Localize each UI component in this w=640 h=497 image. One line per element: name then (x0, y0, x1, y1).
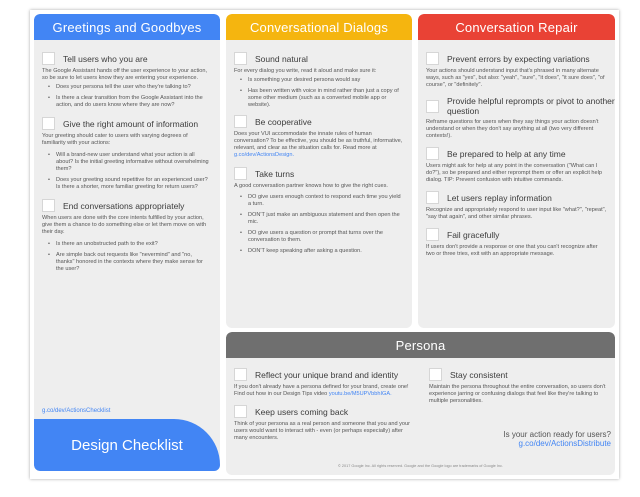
item-body (226, 131, 412, 159)
checkbox[interactable] (426, 191, 439, 204)
item-title: Give the right amount of information (63, 118, 199, 129)
checkbox[interactable] (42, 199, 55, 212)
item-body: A good conversation partner knows how to give the right cues. (234, 183, 388, 189)
bullet-item: • Is there an unobstructed path to the exit? (48, 241, 210, 248)
checkbox[interactable] (42, 52, 55, 65)
item-body: Think of your persona as a real person and someone that you and your users would want to interact with - even (or perhaps especially) after many encounters. (234, 421, 411, 441)
bullet-item: • Does your greeting sound repetitive for an experienced user? Is there a shorter, more familiar greeting for return users? (48, 177, 210, 191)
item-prevent-errors (426, 52, 615, 65)
item-title: Prevent errors by expecting variations (447, 53, 590, 64)
design-checklist-banner (34, 419, 220, 471)
item-title: Provide helpful reprompts or pivot to another question (447, 96, 615, 116)
checkbox[interactable] (426, 228, 439, 241)
item-body: Reframe questions for users when they say things your action doesn't understand or when they don't say anything at all (two very different contexts!). (426, 119, 599, 139)
bullet-item: • DON'T keep speaking after asking a question. (240, 248, 402, 255)
item-end-conversations (42, 199, 220, 212)
item-title: Stay consistent (450, 369, 508, 380)
banner-title: Design Checklist (71, 436, 183, 454)
checkbox[interactable] (234, 405, 247, 418)
item-title: Take turns (255, 168, 295, 179)
item-reprompts (426, 96, 615, 116)
bullet-item: • Will a brand-new user understand what your action is all about? Is the initial greeting informative without overwhelming them? (48, 152, 210, 173)
checkbox[interactable] (429, 368, 442, 381)
greetings-header: Greetings and Goodbyes (34, 14, 220, 40)
item-fail-gracefully (426, 228, 615, 241)
ready-cta (486, 430, 611, 448)
item-title: Let users replay information (447, 192, 552, 203)
item-title: Sound natural (255, 53, 308, 64)
greetings-column (34, 14, 220, 471)
item-body (226, 384, 421, 398)
bullet-list (34, 236, 220, 273)
item-brand (234, 368, 421, 381)
bullet-list (226, 190, 412, 255)
item-body: If users don't provide a response or one that you can't recognize after two or three tries, exit with an appropriate message. (426, 244, 598, 257)
bullet-item: • DO give users a question or prompt that turns over the conversation to them. (240, 230, 402, 244)
persona-header: Persona (226, 332, 615, 358)
checklist-sheet (30, 10, 619, 479)
repair-header: Conversation Repair (418, 14, 615, 40)
item-replay (426, 191, 615, 204)
checkbox[interactable] (426, 147, 439, 160)
actions-design-link[interactable]: g.co/dev/ActionsDesign. (234, 152, 295, 158)
bullet-item: • Has been written with voice in mind rather than just a copy of some other medium (such as a converted mobile app or website). (240, 88, 402, 109)
checkbox[interactable] (234, 52, 247, 65)
bullet-list (226, 75, 412, 109)
checkbox[interactable] (234, 115, 247, 128)
bullet-item: • DON'T just make an ambiguous statement and then open the mic. (240, 212, 402, 226)
cooperative-text: Does your VUI accommodate the innate rules of human conversation? To be effective, you should be as truthful, informative, relevant, and clear as the situation calls for. Read more at (234, 131, 403, 151)
checkbox[interactable] (426, 52, 439, 65)
checkbox[interactable] (234, 368, 247, 381)
brand-text: If you don't already have a persona defined for your brand, create one! Find out how in our Design Tips video (234, 384, 409, 397)
checkbox[interactable] (234, 167, 247, 180)
persona-right (421, 362, 615, 405)
design-tips-link[interactable]: youtu.be/M5UPVbbhIGA. (328, 391, 392, 397)
ready-question: Is your action ready for users? (503, 430, 611, 439)
bullet-list (34, 147, 220, 191)
item-title: End conversations appropriately (63, 200, 185, 211)
bullet-item: • Is there a clear transition from the Google Assistant into the action, and do users know where they are now? (48, 95, 210, 109)
bullet-item: • Does your persona tell the user who they're talking to? (48, 84, 210, 91)
item-body: Recognize and appropriately respond to user input like "what?", "repeat", "say that again", and other similar phrases. (426, 207, 607, 220)
item-sound-natural (234, 52, 412, 65)
checklist-link[interactable]: g.co/dev/ActionsChecklist (42, 408, 111, 414)
item-body: For every dialog you write, read it aloud and make sure it: (234, 68, 377, 74)
dialogs-header: Conversational Dialogs (226, 14, 412, 40)
bullet-list (34, 82, 220, 109)
persona-section (226, 332, 615, 475)
item-coming-back (234, 405, 421, 418)
item-body: When users are done with the core intents fulfilled by your action, give them a chance to do something else or let them move on with their day. (42, 215, 207, 235)
item-body: The Google Assistant hands off the user experience to your action, so be sure to let users know they are entering your experience. (42, 68, 208, 81)
item-body: Your actions should understand input that's phrased in many alternate ways, such as "yes", but also: "yeah", "sure", "it does", "it sure does", "of course", or "definitely". (426, 68, 605, 88)
persona-left (226, 362, 421, 442)
item-consistent (429, 368, 615, 381)
item-title: Keep users coming back (255, 406, 349, 417)
item-title: Be cooperative (255, 116, 312, 127)
distribute-link[interactable]: g.co/dev/ActionsDistribute (518, 439, 611, 448)
repair-column (418, 14, 615, 328)
item-cooperative (234, 115, 412, 128)
item-title: Reflect your unique brand and identity (255, 369, 399, 380)
checkbox[interactable] (426, 100, 439, 113)
copyright: © 2017 Google Inc. All rights reserved. Google and the Google logo are trademarks of Google Inc. (338, 464, 503, 468)
item-take-turns (234, 167, 412, 180)
item-body: Maintain the persona throughout the entire conversation, so users don't experience jarring or confusing dialogs that feel like they're talking to multiple personalities. (429, 384, 606, 404)
checkbox[interactable] (42, 117, 55, 130)
item-body: Your greeting should cater to users with varying degrees of familiarity with your actions: (42, 133, 188, 146)
item-title: Tell users who you are (63, 53, 148, 64)
item-tell-users (42, 52, 220, 65)
dialogs-column (226, 14, 412, 328)
item-right-amount (42, 117, 220, 130)
bullet-item: • DO give users enough context to respond each time you yield a turn. (240, 194, 402, 208)
bullet-item: • Is something your desired persona would say (240, 77, 402, 84)
item-title: Fail gracefully (447, 229, 500, 240)
item-body: Users might ask for help at any point in the conversation ("What can I do?"), so be prepared and either reprompt them or offer an explicit help dialog. TIP: Prevent confusion with intuitive commands. (426, 163, 603, 183)
item-help-anytime (426, 147, 615, 160)
bullet-item: • Are simple back out requests like "nevermind" and "no, thanks" honored in the contexts where they make sense for the user? (48, 252, 210, 273)
item-title: Be prepared to help at any time (447, 148, 566, 159)
